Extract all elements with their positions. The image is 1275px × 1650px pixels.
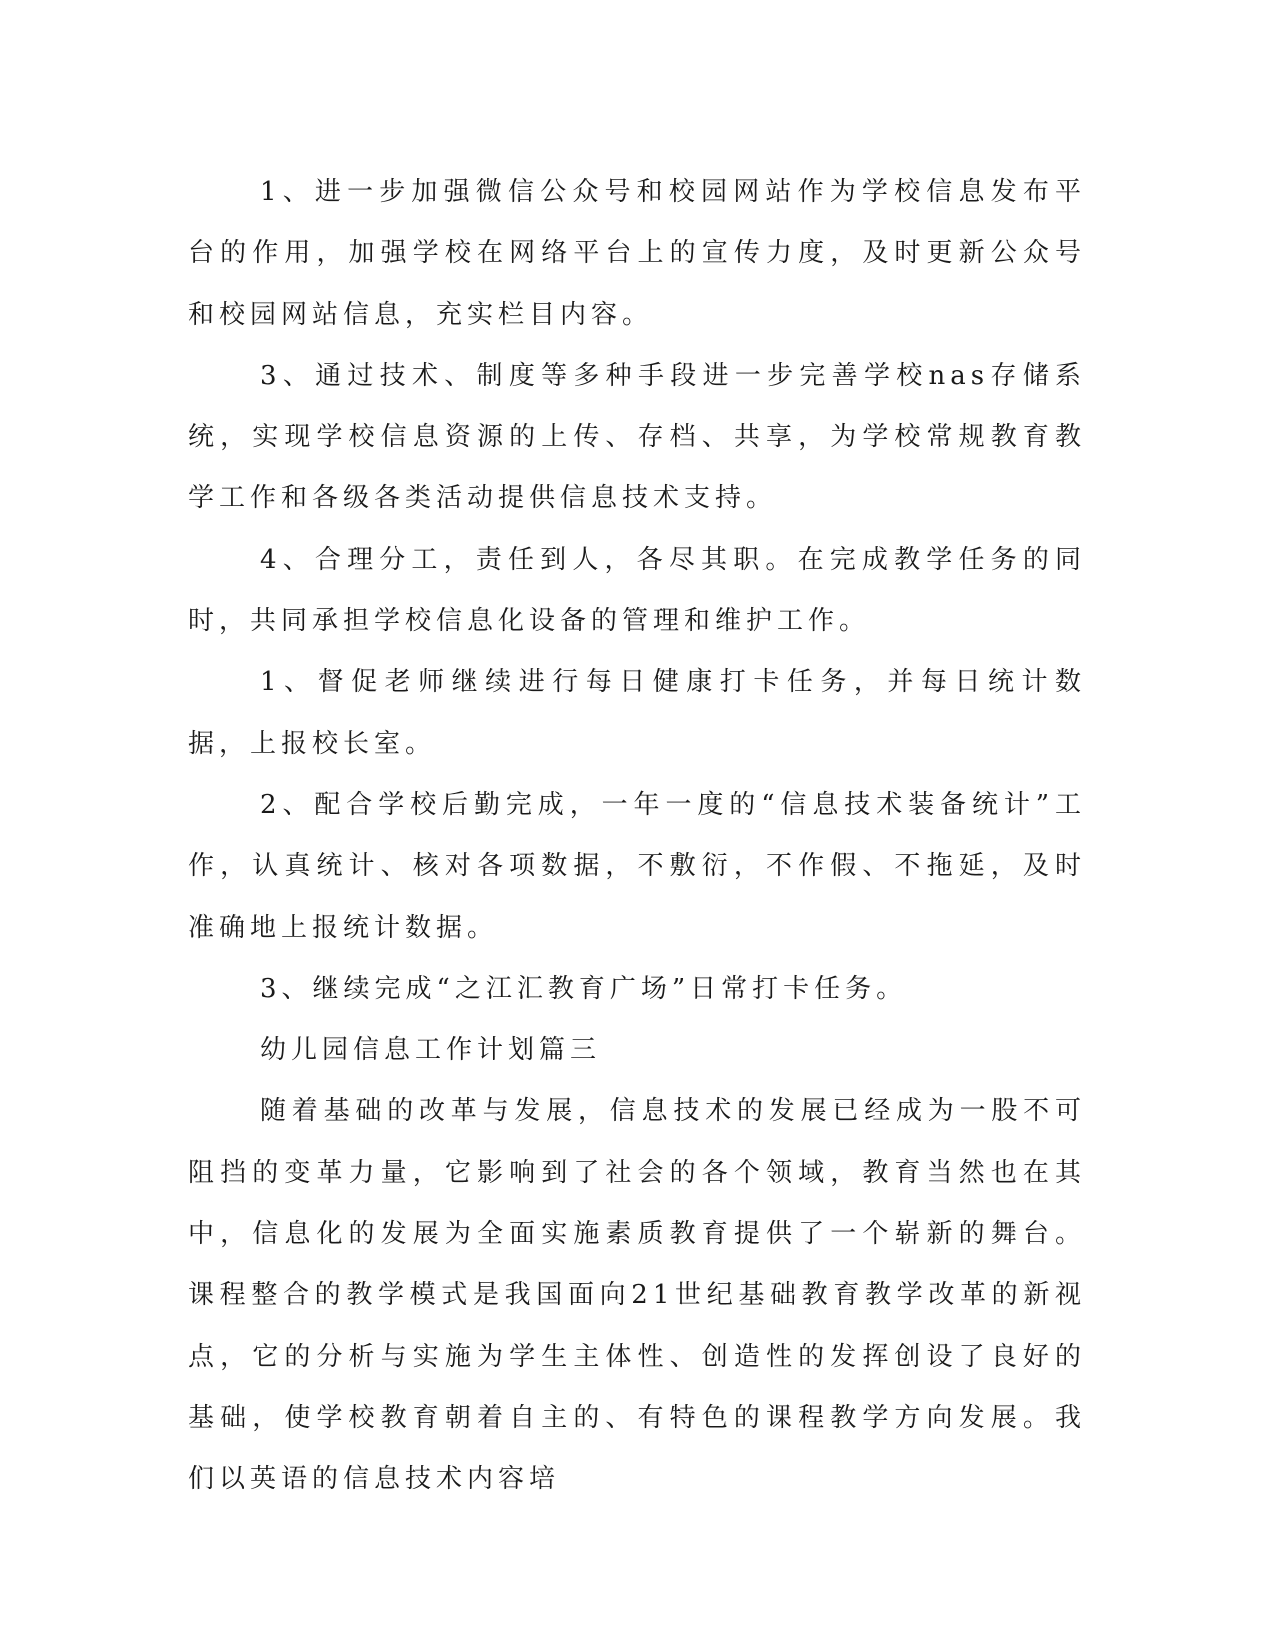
paragraph-health-checkin: 1、督促老师继续进行每日健康打卡任务，并每日统计数据，上报校长室。 — [188, 667, 1086, 759]
section-heading: 幼儿园信息工作计划篇三 — [260, 1035, 602, 1066]
document-body — [188, 162, 1086, 1511]
paragraph-zhijianghui-checkin: 3、继续完成“之江汇教育广场”日常打卡任务。 — [260, 973, 908, 1004]
paragraph-wechat-website: 1、进一步加强微信公众号和校园网站作为学校信息发布平台的作用，加强学校在网络平台上的宣传力度，及时更新公众号和校园网站信息，充实栏目内容。 — [188, 177, 1086, 330]
paragraph-equipment-statistics: 2、配合学校后勤完成，一年一度的“信息技术装备统计”工作，认真统计、核对各项数据，不敷衍，不作假、不拖延，及时准确地上报统计数据。 — [188, 789, 1086, 943]
paragraph-division-of-labor: 4、合理分工，责任到人，各尽其职。在完成教学任务的同时，共同承担学校信息化设备的管理和维护工作。 — [188, 544, 1086, 637]
paragraph-nas-storage: 3、通过技术、制度等多种手段进一步完善学校nas存储系统，实现学校信息资源的上传、存档、共享，为学校常规教育教学工作和各级各类活动提供信息技术支持。 — [188, 360, 1086, 514]
paragraph-reform-development: 随着基础的改革与发展，信息技术的发展已经成为一股不可阻挡的变革力量，它影响到了社会的各个领域，教育当然也在其中，信息化的发展为全面实施素质教育提供了一个崭新的舞台。课程整合的教学模式是我国面向21世纪基础教育教学改革的新视点，它的分析与实施为学生主体性、创造性的发挥创设了良好的基础，使学校教育朝着自主的、有特色的课程教学方向发展。我们以英语的信息技术内容培 — [188, 1096, 1086, 1495]
